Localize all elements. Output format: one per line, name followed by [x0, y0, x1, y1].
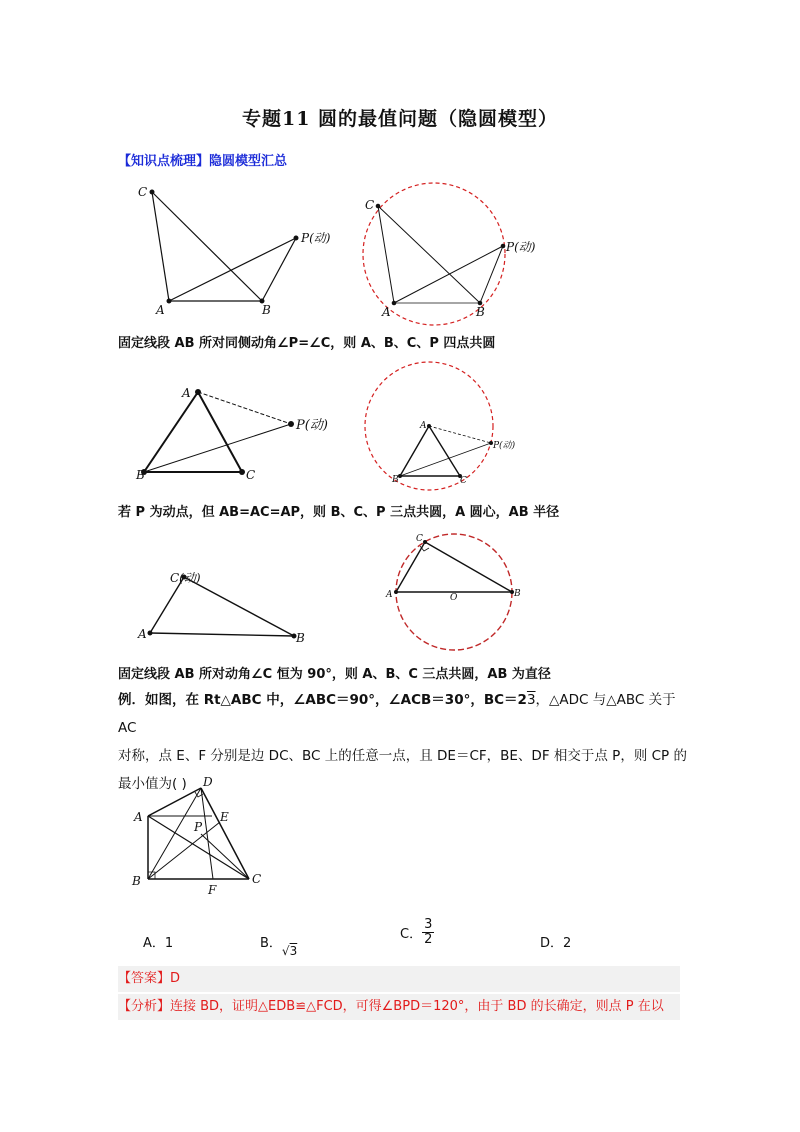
- example-line-3: 最小值为( ): [118, 776, 187, 792]
- answer-line: 【答案】D: [118, 966, 680, 992]
- label-B: B: [392, 475, 399, 485]
- figure-3-left: [137, 571, 305, 645]
- label-B: B: [296, 631, 305, 645]
- figure-1-right: [363, 183, 536, 325]
- label-C: C: [460, 476, 467, 486]
- label-B: B: [262, 303, 271, 317]
- label-O: O: [450, 593, 458, 603]
- label-A: A: [156, 303, 165, 317]
- label-B: B: [136, 468, 145, 482]
- figure-row-3: [118, 530, 688, 654]
- label-E: E: [220, 810, 229, 824]
- label-C: C: [416, 534, 423, 544]
- label-p-moving: P(动): [493, 441, 516, 451]
- figure-row-2: [118, 356, 688, 496]
- page-title: 专题11 圆的最值问题（隐圆模型）: [241, 108, 559, 130]
- caption-1: 固定线段 AB 所对同侧动角∠P=∠C，则 A、B、C、P 四点共圆: [118, 336, 496, 351]
- label-C: C: [246, 468, 256, 482]
- caption-2: 若 P 为动点，但 AB=AC=AP，则 B、C、P 三点共圆，A 圆心，AB 半径: [118, 505, 560, 520]
- label-P: P: [194, 820, 203, 834]
- choice-d: D．2: [540, 936, 572, 951]
- figure-3-right: [385, 534, 521, 650]
- choice-b: B．√3: [260, 936, 298, 958]
- label-B: B: [132, 874, 141, 888]
- example-line-1: 例．如图，在 Rt△ABC 中，∠ABC＝90°，∠ACB＝30°，BC＝23，△ADC 与△ABC 关于 AC: [118, 692, 676, 736]
- label-A: A: [134, 810, 143, 824]
- label-A: A: [420, 421, 427, 431]
- sqrt-three: 3: [526, 692, 536, 708]
- label-c-moving: C(动): [170, 571, 201, 585]
- analysis-line: 【分析】连接 BD，证明△EDB≌△FCD，可得∠BPD＝120°，由于 BD 的长确定，则点 P 在以: [118, 994, 680, 1020]
- figure-2-left: [135, 386, 328, 482]
- example-line-2: 对称，点 E、F 分别是边 DC、BC 上的任意一点，且 DE＝CF，BE、DF 相交于点 P，则 CP 的: [118, 748, 687, 764]
- caption-3: 固定线段 AB 所对动角∠C 恒为 90°，则 A、B、C 三点共圆，AB 为直径: [118, 667, 551, 682]
- label-C: C: [365, 198, 375, 212]
- label-A: A: [382, 305, 391, 319]
- label-B: B: [514, 589, 521, 599]
- figure-2-right: [365, 362, 516, 490]
- label-C: C: [138, 185, 148, 199]
- label-D: D: [203, 775, 213, 789]
- label-p-moving: P(动): [296, 418, 328, 433]
- choice-a: A．1: [143, 936, 174, 951]
- choice-c: C． $\frac{3}{2}$: [400, 917, 433, 947]
- label-A: A: [138, 627, 147, 641]
- figure-1-left: [138, 185, 331, 317]
- section-heading: 【知识点梳理】隐圆模型汇总: [118, 154, 288, 169]
- hidden-circle: [363, 183, 505, 325]
- label-F: F: [208, 883, 217, 897]
- label-A: A: [386, 590, 393, 600]
- example-figure: [124, 772, 274, 898]
- label-C: C: [252, 872, 262, 886]
- label-p-moving: P(动): [506, 240, 536, 254]
- label-B: B: [476, 305, 485, 319]
- label-A: A: [182, 386, 191, 400]
- figure-row-1: [118, 178, 688, 328]
- label-p-moving: P(动): [301, 231, 331, 245]
